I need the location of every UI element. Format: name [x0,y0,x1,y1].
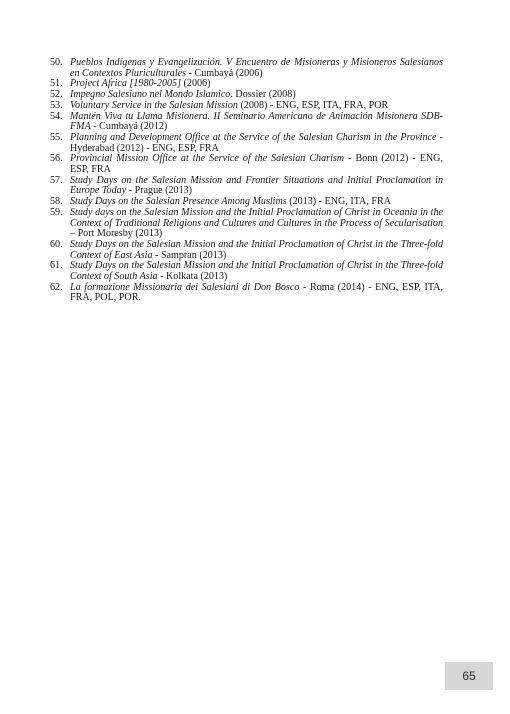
item-number: 53. [50,99,63,111]
list-item [50,261,443,282]
item-title: Provincial Mission Office at the Service of the Salesian Charism [70,153,345,165]
item-number: 59. [50,206,63,218]
publication-list [50,58,443,304]
item-number: 56. [50,153,63,165]
item-text [70,112,443,133]
item-number: 52. [50,89,63,101]
page-number-box [445,662,493,690]
item-details: (2006) [181,78,211,90]
item-title: Study Days on the Salesian Presence Among Muslims [70,196,287,208]
item-text [70,176,443,197]
item-details: (2013) - ENG, ITA, FRA [286,196,392,208]
item-title: Study Days on the Salesian Mission and the Initial Proclamation of Christ in the Three-fold Context of South Asia [70,260,443,283]
item-details: (2008) - ENG, ESP, ITA, FRA, POR [237,99,389,111]
list-item [50,133,443,154]
list-item [50,154,443,175]
item-title: Mantén Viva tu Llama Misionera. II Seminario Americano de Animación Misionera SDB-FMA [70,110,443,133]
item-number: 60. [50,238,63,250]
item-number: 58. [50,196,63,208]
item-number: 55. [50,131,63,143]
item-text [70,261,443,282]
item-details: - Prague (2013) [126,185,193,197]
list-item [50,58,443,79]
item-title: Study Days on the Salesian Mission and Frontier Situations and Initial Proclamation in Europe Today [70,174,443,197]
item-title: Study Days on the Salesian Mission and the Initial Proclamation of Christ in the Three-fold Context of East Asia [70,238,443,261]
list-item [50,208,443,240]
item-text [70,208,443,240]
item-details: - Cumbayá (2006) [186,67,263,79]
item-title: Voluntary Service in the Salesian Mission [70,99,238,111]
item-details: - Hyderabad (2012) - ENG, ESP, FRA [70,131,443,154]
item-title: Study days on the Salesian Mission and the Initial Proclamation of Christ in Oceania in the Context of Traditional Religions and Cultures and Cultures in the Process of Secularisation [70,206,443,229]
item-title: Impegno Salesiano nel Mondo Islamico [70,89,231,101]
item-details: . Dossier (2008) [230,89,296,101]
item-text [70,133,443,154]
item-details: - Bonn (2012) - ENG, ESP, FRA [70,153,443,176]
item-text [70,283,443,304]
list-item [50,112,443,133]
item-details: – Port Moresby (2013) [70,228,163,240]
item-number: 51. [50,78,63,90]
item-text [70,58,443,79]
list-item [50,240,443,261]
list-item [50,283,443,304]
item-text [70,154,443,175]
item-text [70,240,443,261]
page-number: 65 [462,669,476,683]
item-number: 57. [50,174,63,186]
item-title: Planning and Development Office at the Service of the Salesian Charism in the Province [70,131,437,143]
item-details: - Kolkata (2013) [157,271,228,283]
list-item [50,176,443,197]
item-number: 61. [50,260,63,272]
item-details: - Sampran (2013) [152,249,227,261]
item-number: 54. [50,110,63,122]
item-title: Pueblos Indígenas y Evangelización. V Encuentro de Misioneras y Misioneros Salesianos en Contextos Pluriculturales [70,57,443,79]
item-number: 50. [50,57,63,68]
item-title: La formazione Missionaria dei Salesiani di Don Bosco [70,281,300,293]
item-number: 62. [50,281,63,293]
item-details: - Cumbayá (2012) [90,121,168,133]
item-details: - Roma (2014) - ENG, ESP, ITA, FRA, POL, POR. [70,281,443,304]
item-title: Project Africa [1980-2005] [70,78,182,90]
